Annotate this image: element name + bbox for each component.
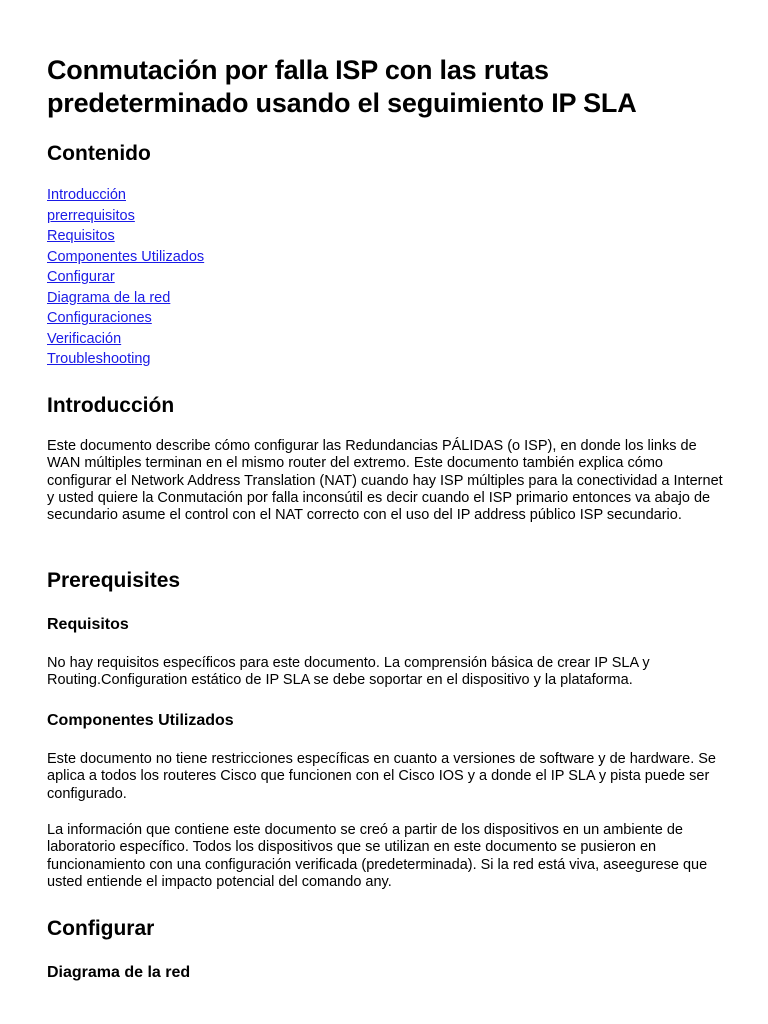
toc-link-troubleshooting[interactable]: Troubleshooting bbox=[47, 351, 151, 367]
toc-item bbox=[47, 288, 204, 309]
toc-link-configurar[interactable]: Configurar bbox=[47, 269, 115, 285]
toc-item bbox=[47, 267, 204, 288]
toc-link-introduccion[interactable]: Introducción bbox=[47, 187, 126, 203]
toc-link-requisitos[interactable]: Requisitos bbox=[47, 228, 115, 244]
toc-item bbox=[47, 308, 204, 329]
introduction-paragraph: Este documento describe cómo configurar las Redundancias PÁLIDAS (o ISP), en donde los links de WAN múltiples terminan en el mismo router del extremo. Este documento también explica cómo configurar el Network Address Translation (NAT) cuando hay ISP múltiples para la conectividad a Internet y usted quiere la Conmutación por falla inconsútil es decir cuando el ISP primario entonces va abajo de secundario asume el control con el NAT correcto con el uso del IP address público ISP secundario. bbox=[47, 438, 723, 524]
contents-heading: Contenido bbox=[47, 142, 151, 165]
toc-link-componentes-utilizados[interactable]: Componentes Utilizados bbox=[47, 248, 205, 265]
prerequisites-heading: Prerequisites bbox=[47, 569, 181, 592]
toc-item bbox=[47, 349, 204, 370]
configure-heading: Configurar bbox=[47, 917, 155, 940]
requirements-heading: Requisitos bbox=[47, 616, 129, 633]
toc-link-verificacion[interactable]: Verificación bbox=[47, 330, 122, 347]
toc-item bbox=[47, 226, 204, 247]
components-paragraph-2: La información que contiene este documento se creó a partir de los dispositivos en un ambiente de laboratorio específico. Todos los dispositivos que se utilizan en este documento se pusieron en funcionamiento con una configuración verificada (predeterminada). Si la red está viva, aseegurese que usted entiende el impacto potencial del comando any. bbox=[47, 822, 708, 890]
toc-item bbox=[47, 206, 204, 227]
introduction-heading: Introducción bbox=[47, 394, 175, 417]
components-heading: Componentes Utilizados bbox=[47, 712, 234, 729]
toc-item bbox=[47, 247, 204, 268]
toc-item bbox=[47, 185, 204, 206]
requirements-paragraph: No hay requisitos específicos para este documento. La comprensión básica de crear IP SLA y Routing.Configuration estático de IP SLA se debe soportar en el dispositivo y la plataforma. bbox=[47, 655, 650, 689]
toc-link-diagrama-de-la-red[interactable]: Diagrama de la red bbox=[47, 289, 171, 306]
document-title: Conmutación por falla ISP con las rutas predeterminado usando el seguimiento IP SLA bbox=[47, 55, 637, 118]
network-diagram-heading: Diagrama de la red bbox=[47, 964, 191, 981]
toc-item bbox=[47, 329, 204, 350]
table-of-contents bbox=[47, 185, 204, 370]
components-paragraph-1: Este documento no tiene restricciones específicas en cuanto a versiones de software y de hardware. Se aplica a todos los routeres Cisco que funcionen con el Cisco IOS y a donde el IP SLA y pista puede ser configurado. bbox=[47, 751, 716, 802]
toc-link-prerrequisitos[interactable]: prerrequisitos bbox=[47, 207, 135, 224]
toc-link-configuraciones[interactable]: Configuraciones bbox=[47, 310, 152, 326]
